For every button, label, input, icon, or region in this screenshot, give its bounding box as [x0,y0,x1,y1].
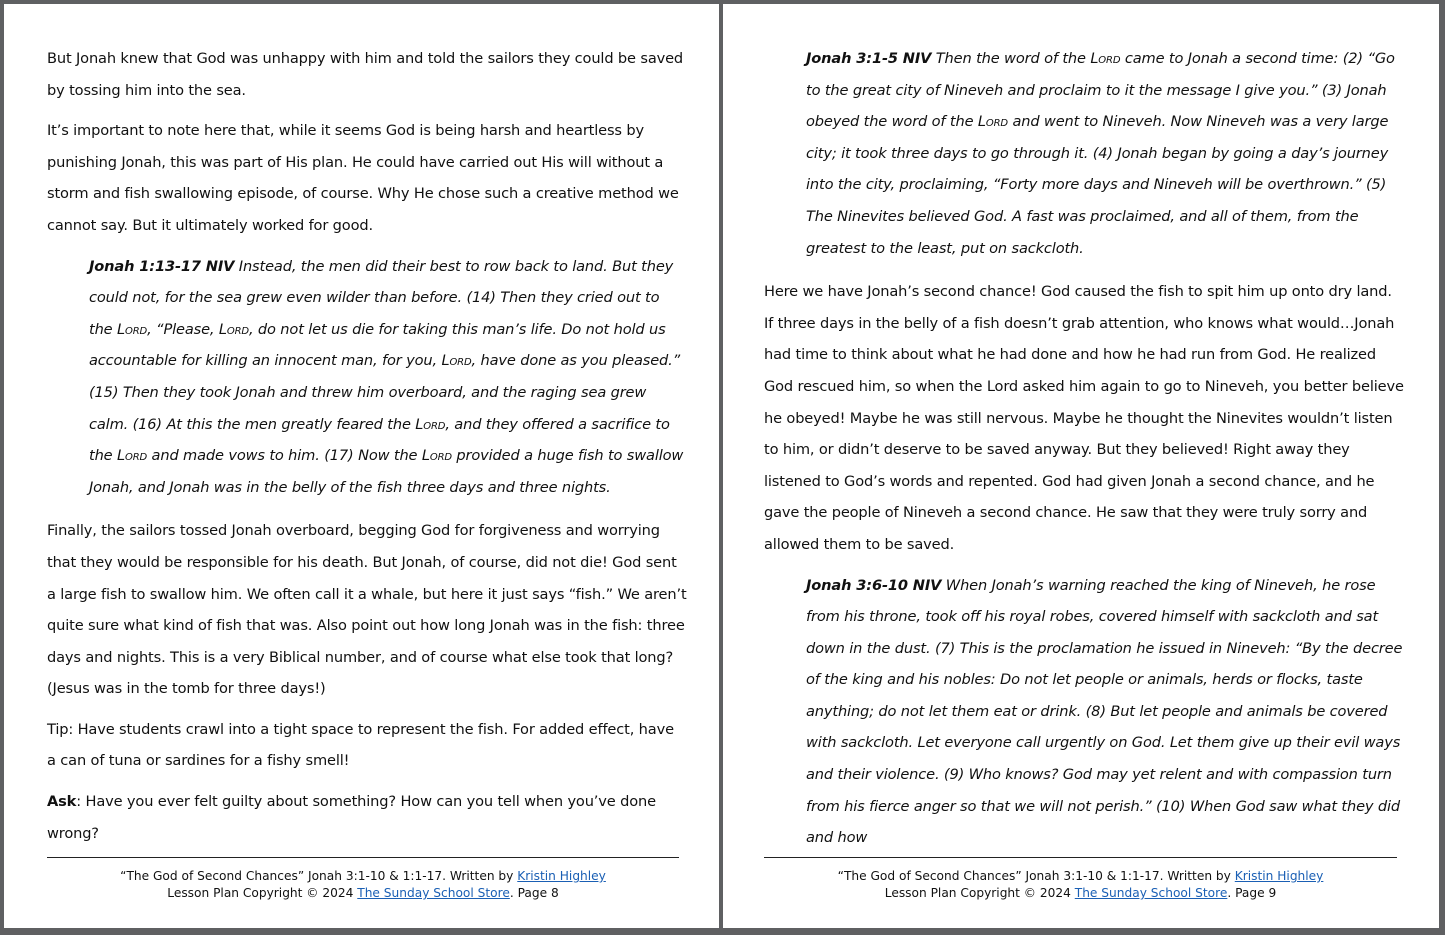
body-paragraph: But Jonah knew that God was unhappy with him and told the sailors they could be saved by tossing him into the sea. [47,50,684,99]
tip-paragraph: Tip: Have students crawl into a tight space to represent the fish. For added effect, have a can of tuna or sardines for a fishy smell! [47,720,674,770]
author-link[interactable]: Kristin Highley [1234,869,1324,883]
scripture-quote: Jonah 1:13-17 NIV Instead, the men did their best to row back to land. But they could not, for the sea grew even wilder than before. (14) Then they cried out to the Lord, “Please, Lord, do not let us die for taking this man’s life. Do not hold us accountable for killing an innocent man, for you, Lord, have done as you pleased.” (15) Then they took Jonah and threw him overboard, and the raging sea grew calm. (16) At this the men greatly feared the Lord, and they offered a sacrifice to the Lord and made vows to him. (17) Now the Lord provided a huge fish to swallow Jonah, and Jonah was in the belly of the fish three days and three nights. [89,257,684,496]
scripture-reference: Jonah 1:13-17 NIV [89,257,235,275]
page-footer [764,857,1397,902]
footer-credit-line: “The God of Second Chances” Jonah 3:1-10 & 1:1-17. Written by Kristin Highley [120,869,606,883]
footer-copyright-line: Lesson Plan Copyright © 2024 The Sunday School Store. Page 8 [167,886,559,900]
scripture-quote: Jonah 3:1-5 NIV Then the word of the Lord came to Jonah a second time: (2) “Go to the great city of Nineveh and proclaim to it the message I give you.” (3) Jonah obeyed the word of the Lord and went to Nineveh. Now Nineveh was a very large city; it took three days to go through it. (4) Jonah began by going a day’s journey into the city, proclaiming, “Forty more days and Nineveh will be overthrown.” (5) The Ninevites believed God. A fast was proclaimed, and all of them, from the greatest to the least, put on sackcloth. [806,50,1395,257]
page-footer [47,857,679,902]
document-page-left [4,4,719,928]
store-link[interactable]: The Sunday School Store [357,886,510,900]
scripture-quote: Jonah 3:6-10 NIV When Jonah’s warning reached the king of Nineveh, he rose from his throne, took off his royal robes, covered himself with sackcloth and sat down in the dust. (7) This is the proclamation he issued in Nineveh: “By the decree of the king and his nobles: Do not let people or animals, herds or flocks, taste anything; do not let them eat or drink. (8) But let people and animals be covered with sackcloth. Let everyone call urgently on God. Let them give up their evil ways and their violence. (9) Who knows? God may yet relent and with compassion turn from his fierce anger so that we will not perish.” (10) When God saw what they did and how [806,576,1403,847]
author-link[interactable]: Kristin Highley [517,869,606,883]
scripture-reference: Jonah 3:6-10 NIV [806,576,942,594]
lord-smallcaps: Lord [977,113,1008,131]
lord-smallcaps: Lord [415,415,446,433]
footer-credit-line: “The God of Second Chances” Jonah 3:1-10 & 1:1-17. Written by Kristin Highley [837,869,1324,883]
lord-smallcaps: Lord [421,447,452,465]
page-number: . Page 8 [509,886,559,900]
lord-smallcaps: Lord [441,352,472,370]
body-paragraph: Finally, the sailors tossed Jonah overboard, begging God for forgiveness and worrying that they would be responsible for his death. But Jonah, of course, did not die! God sent a large fish to swallow him. We often call it a whale, but here it just says “fish.” We aren’t quite sure what kind of fish that was. Also point out how long Jonah was in the fish: three days and nights. This is a very Biblical number, and of course what else took that long? (Jesus was in the tomb for three days!) [47,522,687,698]
footer-divider [47,857,679,858]
body-paragraph: Here we have Jonah’s second chance! God caused the fish to spit him up onto dry land. If three days in the belly of a fish doesn’t grab attention, who knows what would…Jonah had time to think about what he had done and how he had run from God. He realized God rescued him, so when the Lord asked him again to go to Nineveh, you better believe he obeyed! Maybe he was still nervous. Maybe he thought the Ninevites wouldn’t listen to him, or didn’t deserve to be saved anyway. But they believed! Right away they listened to God’s words and repented. God had given Jonah a second chance, and he gave the people of Nineveh a second chance. He saw that they were truly sorry and allowed them to be saved. [764,283,1404,553]
footer-divider [764,857,1397,858]
lord-smallcaps: Lord [1090,50,1121,67]
scripture-reference: Jonah 3:1-5 NIV [806,50,932,67]
lord-smallcaps: Lord [117,447,148,465]
page-body [764,43,1404,866]
ask-label: Ask [47,793,77,811]
footer-copyright-line: Lesson Plan Copyright © 2024 The Sunday School Store. Page 9 [884,886,1277,900]
store-link[interactable]: The Sunday School Store [1074,886,1228,900]
document-page-right [723,4,1439,928]
ask-paragraph: Ask: Have you ever felt guilty about something? How can you tell when you’ve done wrong? [47,793,656,842]
page-number: . Page 9 [1227,886,1277,900]
body-paragraph: It’s important to note here that, while it seems God is being harsh and heartless by punishing Jonah, this was part of His plan. He could have carried out His will without a storm and fish swallowing episode, of course. Why He chose such a creative method we cannot say. But it ultimately worked for good. [47,122,679,234]
lord-smallcaps: Lord [218,320,249,338]
lord-smallcaps: Lord [117,320,148,338]
page-body [47,43,687,858]
